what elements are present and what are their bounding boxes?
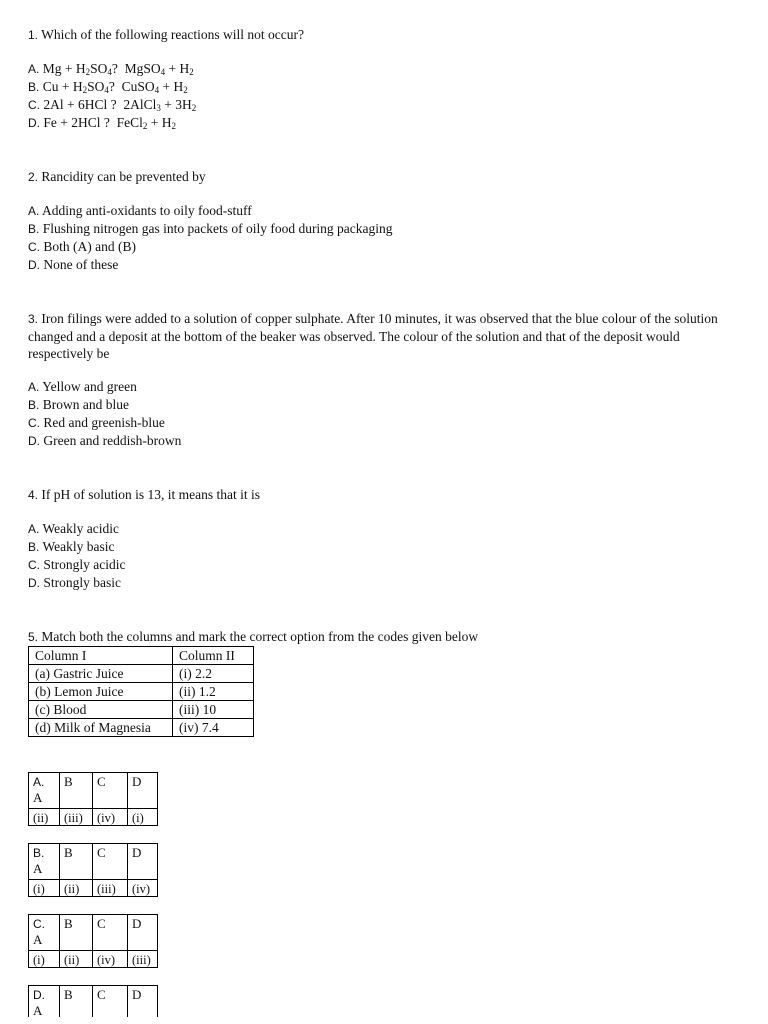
question-5: [28, 628, 748, 1017]
code-header-cell: B: [60, 986, 93, 1017]
code-option-d[interactable]: [28, 985, 748, 1017]
code-value-cell: (iii): [128, 951, 158, 968]
match-table-header: [29, 647, 254, 665]
table-row: [29, 719, 254, 737]
code-header-cell: D: [128, 773, 158, 809]
code-grid: [28, 843, 158, 897]
option-c[interactable]: C. Strongly acidic: [28, 557, 126, 572]
question-5-text: 5. Match both the columns and mark the correct option from the codes given below: [28, 629, 479, 644]
option-b[interactable]: B. $Cu + H_2SO_4$? CuSO$_4$ + $H_2$: [28, 79, 188, 95]
table-cell: (b) Lemon Juice: [29, 683, 173, 701]
code-grid: [28, 985, 158, 1017]
code-option-a[interactable]: [28, 772, 748, 826]
question-number: 3.: [28, 312, 39, 326]
question-2: [28, 168, 748, 274]
code-value-cell: (iii): [60, 809, 93, 826]
code-header-cell: D: [128, 986, 158, 1017]
option-d[interactable]: D. Green and reddish-brown: [28, 433, 182, 448]
option-d[interactable]: D. Strongly basic: [28, 575, 121, 590]
table-cell: (a) Gastric Juice: [29, 665, 173, 683]
question-1-text: 1. Which of the following reactions will not occur?: [28, 27, 304, 42]
code-header-cell: B: [60, 844, 93, 880]
code-header-cell: D: [128, 844, 158, 880]
question-1-options: [28, 60, 748, 132]
question-4-text: 4. If pH of solution is 13, it means that it is: [28, 487, 261, 502]
code-header-cell: C: [93, 915, 128, 951]
column-2-header: Column II: [173, 647, 254, 665]
code-header-cell: C: [93, 844, 128, 880]
code-header-cell: C: [93, 986, 128, 1017]
question-4-options: [28, 520, 748, 592]
option-b[interactable]: B. Brown and blue: [28, 397, 129, 412]
table-row: [29, 665, 254, 683]
option-a[interactable]: A. Yellow and green: [28, 379, 137, 394]
code-header-cell: D. A: [29, 986, 60, 1017]
code-header-cell: C. A: [29, 915, 60, 951]
option-a[interactable]: A. $Mg + H_2SO_4$? MgSO$_4$ + $H_2$: [28, 61, 194, 77]
code-value-cell: (i): [29, 880, 60, 897]
option-d[interactable]: D. None of these: [28, 257, 119, 272]
code-header-cell: C: [93, 773, 128, 809]
code-value-cell: (i): [128, 809, 158, 826]
table-cell: (iii) 10: [173, 701, 254, 719]
table-cell: (d) Milk of Magnesia: [29, 719, 173, 737]
option-a[interactable]: A. Adding anti-oxidants to oily food-stuff: [28, 203, 252, 218]
code-header-cell: B: [60, 773, 93, 809]
option-a[interactable]: A. Weakly acidic: [28, 521, 119, 536]
code-value-cell: (iv): [128, 880, 158, 897]
question-number: 1.: [28, 28, 39, 42]
question-number: 2.: [28, 170, 39, 184]
table-row: [29, 683, 254, 701]
question-3-text: 3. Iron filings were added to a solution of copper sulphate. After 10 minutes, it was observed that the blue colour of the solution changed and a deposit at the bottom of the beaker was observed. The colour of the solution and that of the deposit would respectively be: [28, 311, 718, 361]
question-4: [28, 486, 748, 592]
column-1-header: Column I: [29, 647, 173, 665]
match-table: [28, 646, 254, 737]
option-b[interactable]: B. Flushing nitrogen gas into packets of oily food during packaging: [28, 221, 393, 236]
code-header-cell: B: [60, 915, 93, 951]
code-value-cell: (ii): [29, 809, 60, 826]
code-value-cell: (iv): [93, 809, 128, 826]
code-header-cell: A. A: [29, 773, 60, 809]
table-cell: (c) Blood: [29, 701, 173, 719]
code-value-cell: (iv): [93, 951, 128, 968]
question-number: 4.: [28, 488, 39, 502]
question-3-options: [28, 378, 748, 450]
quiz-page: [28, 26, 748, 1017]
option-b[interactable]: B. Weakly basic: [28, 539, 115, 554]
option-c[interactable]: C. 2Al + 6HCl ? 2AlCl$_3$ + $3H_2$: [28, 97, 197, 113]
code-option-b[interactable]: [28, 843, 748, 897]
code-header-cell: B. A: [29, 844, 60, 880]
option-d[interactable]: D. Fe + 2HCl ? FeCl$_2$ + $H_2$: [28, 115, 176, 131]
option-c[interactable]: C. Both (A) and (B): [28, 239, 136, 254]
table-cell: (ii) 1.2: [173, 683, 254, 701]
question-2-options: [28, 202, 748, 274]
code-option-c[interactable]: [28, 914, 748, 968]
code-header-cell: D: [128, 915, 158, 951]
code-value-cell: (i): [29, 951, 60, 968]
table-cell: (i) 2.2: [173, 665, 254, 683]
question-3: [28, 310, 748, 450]
question-2-text: 2. Rancidity can be prevented by: [28, 169, 206, 184]
question-1: [28, 26, 748, 132]
code-grid: [28, 914, 158, 968]
code-value-cell: (ii): [60, 880, 93, 897]
table-row: [29, 701, 254, 719]
code-value-cell: (iii): [93, 880, 128, 897]
question-number: 5.: [28, 630, 39, 644]
option-c[interactable]: C. Red and greenish-blue: [28, 415, 165, 430]
table-cell: (iv) 7.4: [173, 719, 254, 737]
code-grid: [28, 772, 158, 826]
code-value-cell: (ii): [60, 951, 93, 968]
